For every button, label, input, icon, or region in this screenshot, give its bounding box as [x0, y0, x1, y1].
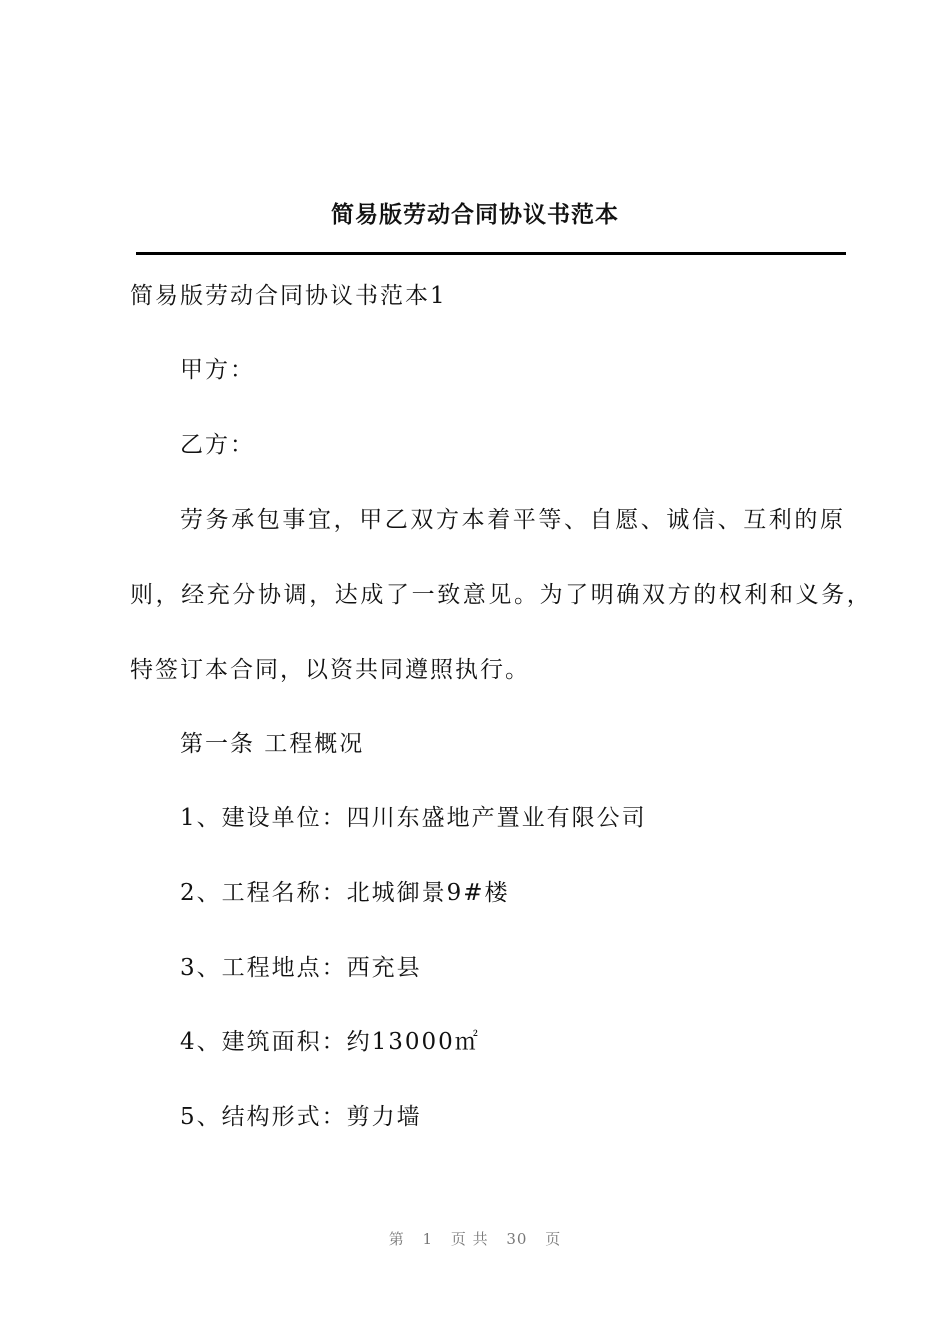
total-pages-number: 30 [506, 1230, 528, 1248]
list-item: 3、工程地点：西充县 [180, 955, 422, 981]
footer-prefix: 第 [388, 1230, 405, 1248]
list-item: 4、建筑面积：约13000㎡ [180, 1029, 480, 1055]
paragraph-line: 特签订本合同，以资共同遵照执行。 [130, 657, 530, 683]
current-page-number: 1 [422, 1230, 434, 1248]
footer-mid-label: 页 共 [450, 1230, 489, 1248]
list-item: 2、工程名称：北城御景9#楼 [180, 880, 510, 906]
paragraph-line: 劳务承包事宜，甲乙双方本着平等、自愿、诚信、互利的原 [180, 507, 846, 533]
footer-suffix: 页 [545, 1230, 562, 1248]
paragraph-line: 则，经充分协调，达成了一致意见。为了明确双方的权利和义务， [130, 582, 873, 608]
list-item: 5、结构形式：剪力墙 [180, 1104, 422, 1130]
title-divider [136, 252, 846, 255]
party-a-line: 甲方： [180, 357, 255, 383]
article-heading: 第一条 工程概况 [180, 731, 365, 757]
party-b-line: 乙方： [180, 432, 255, 458]
section-heading: 简易版劳动合同协议书范本1 [130, 283, 447, 309]
page-footer [0, 1228, 950, 1249]
document-title: 简易版劳动合同协议书范本 [331, 202, 619, 228]
list-item: 1、建设单位：四川东盛地产置业有限公司 [180, 805, 647, 831]
